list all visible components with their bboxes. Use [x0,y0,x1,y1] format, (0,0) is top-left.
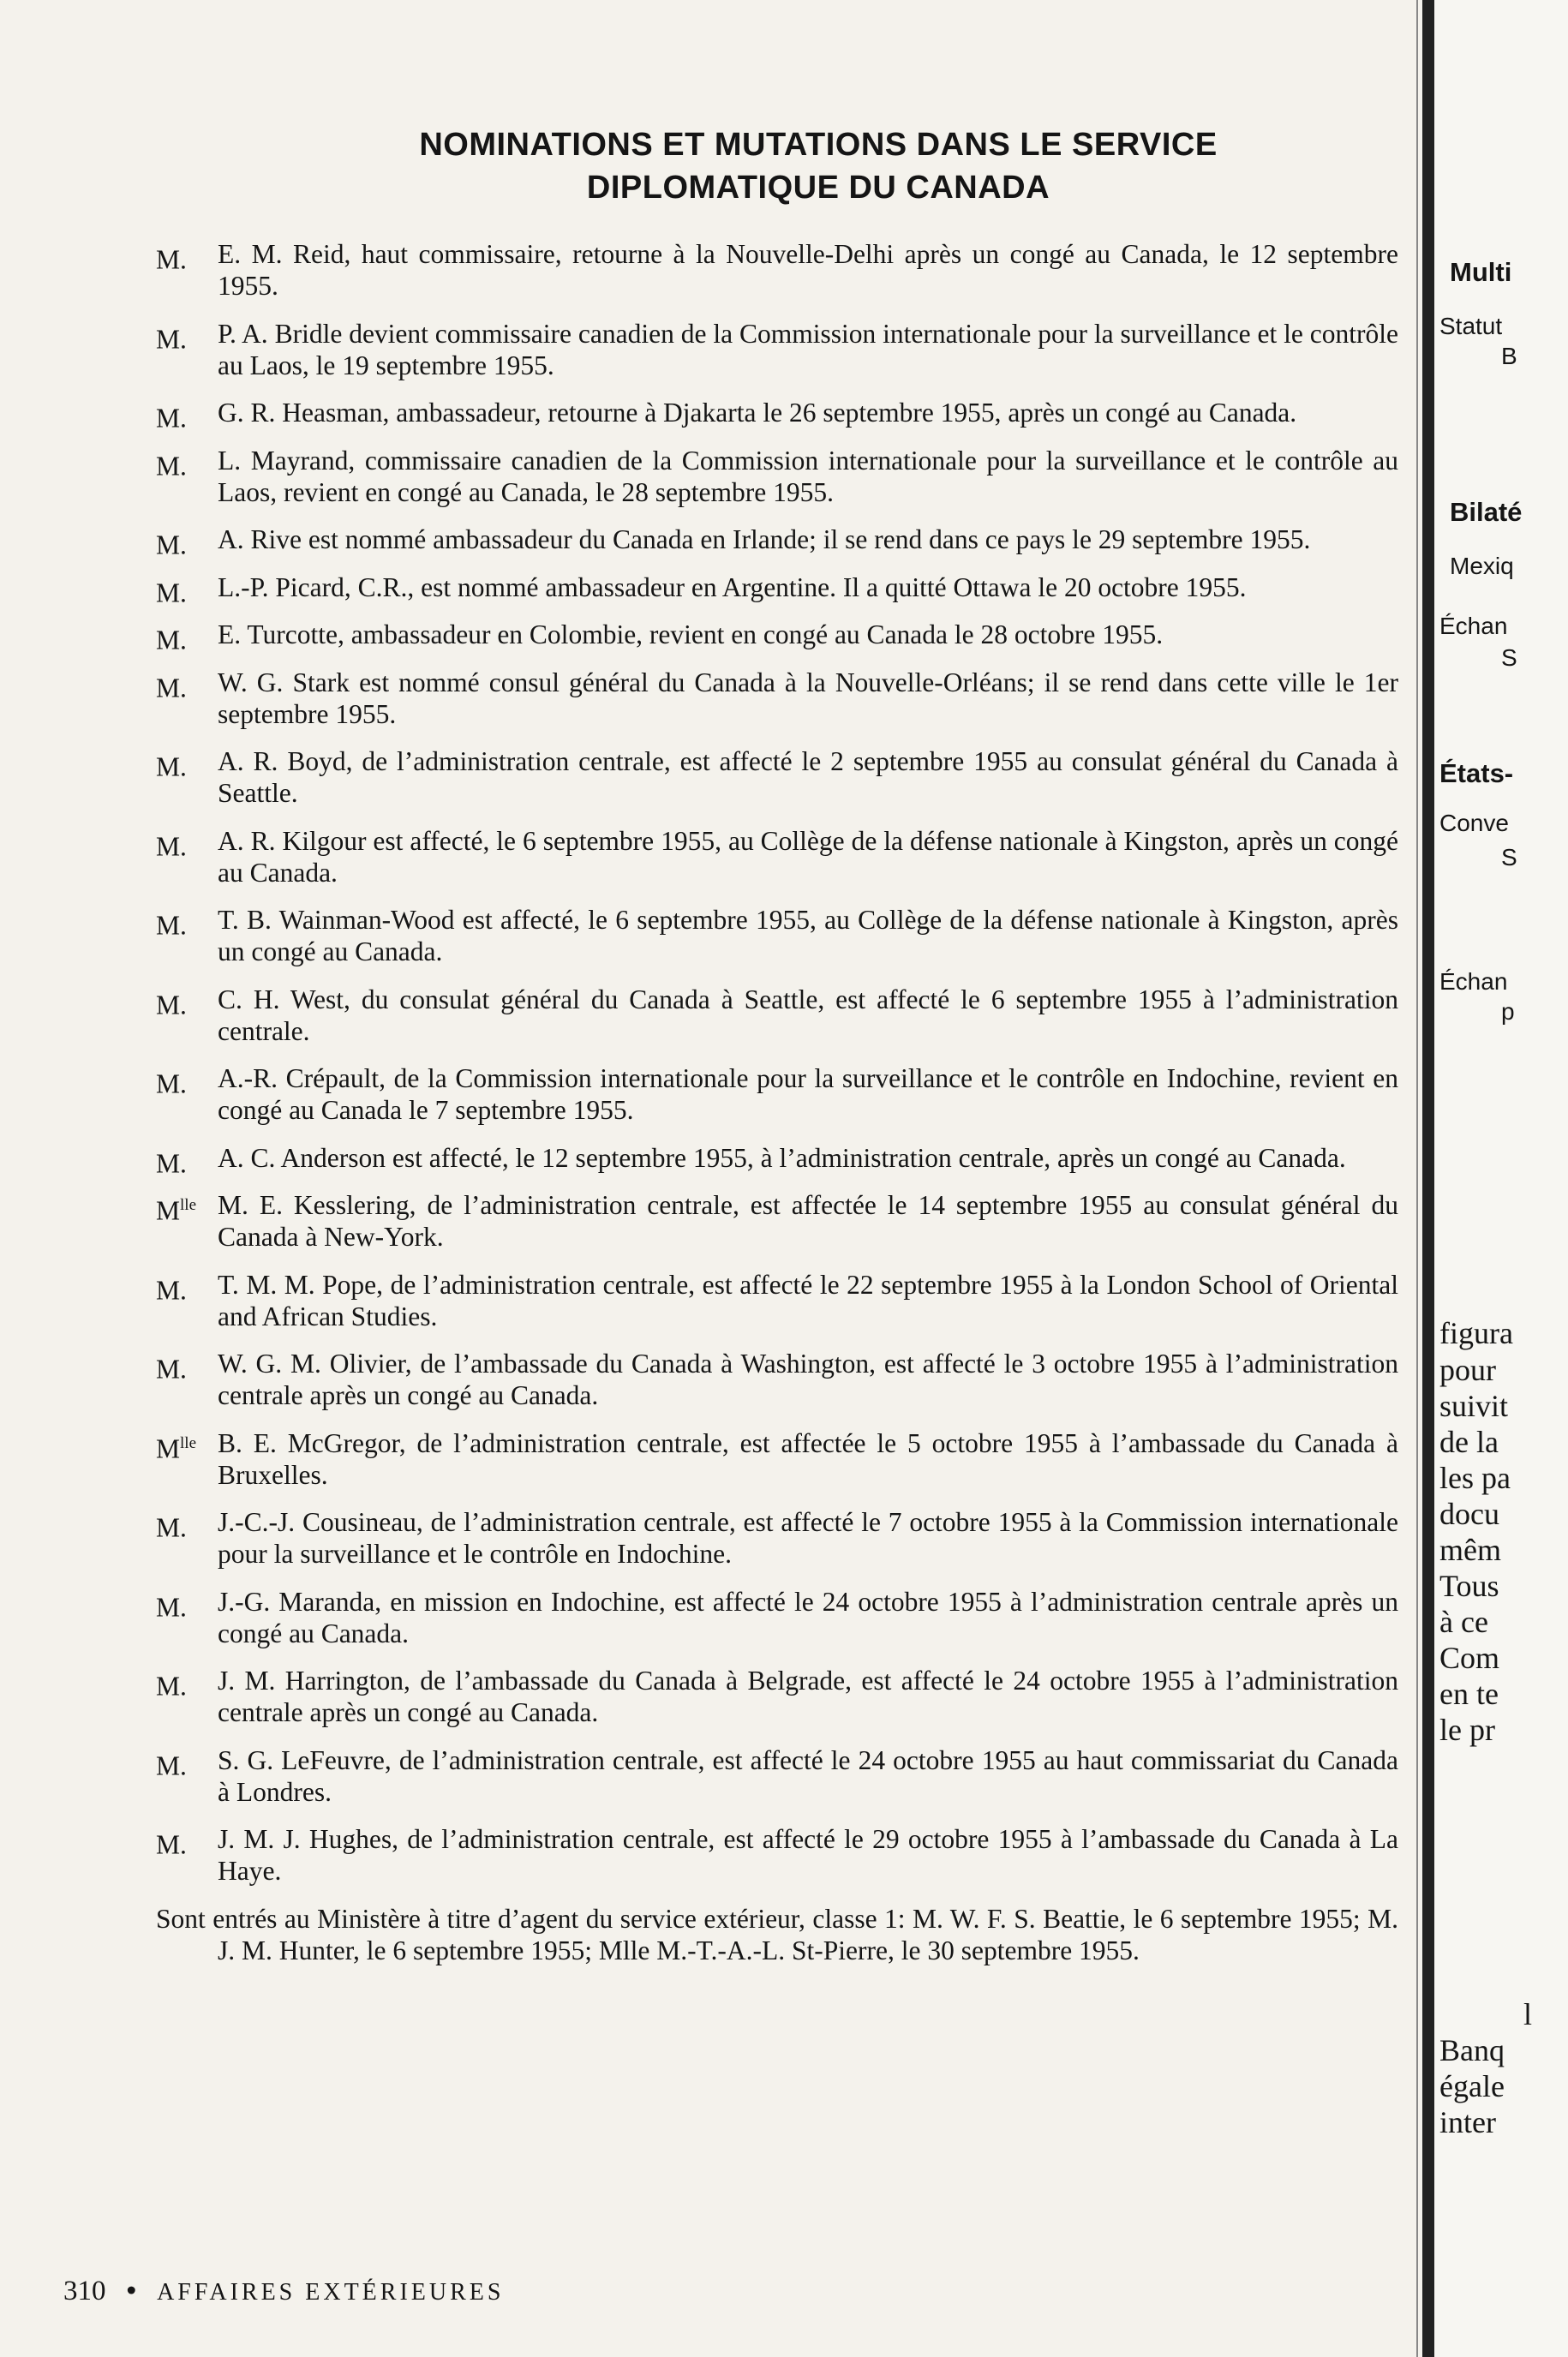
facing-page-text: égale [1439,2069,1505,2103]
facing-page-text: États- [1439,758,1514,788]
entry-text: T. M. M. Pope, de l’administration centrale, est affecté le 22 septembre 1955 à la London School of Oriental and African Studies. [218,1269,1398,1331]
appointment-entry [156,1506,1398,1570]
appointment-entry [156,445,1398,508]
entry-text: T. B. Wainman-Wood est affecté, le 6 septembre 1955, au Collège de la défense nationale à Kingston, après un congé au Canada. [218,905,1398,966]
facing-page-text: p [1501,998,1515,1025]
entry-title-prefix: M. [156,529,187,560]
page-number: 310 [63,2276,106,2306]
facing-page-text: l [1523,1997,1533,2031]
facing-page-text: Bilaté [1450,497,1523,527]
facing-page-text: S [1501,844,1517,870]
facing-page-text: docu [1439,1497,1499,1531]
entry-title-prefix: M. [156,1512,187,1543]
facing-page-text: mêm [1439,1533,1501,1567]
facing-page-text: Conve [1439,810,1509,836]
facing-page-text: S [1501,644,1517,671]
appointment-entry [156,1062,1398,1126]
page-gutter-divider [1422,0,1434,2357]
adjacent-page-fragment [1434,0,1568,2357]
facing-page-text: de la [1439,1425,1499,1459]
entry-title-prefix: M. [156,1671,187,1702]
facing-page-text: figura [1439,1316,1513,1350]
entry-text: J.-C.-J. Cousineau, de l’administration centrale, est affecté le 7 octobre 1955 à la Commission internationale pour la surveillance et le contrôle en Indochine. [218,1507,1398,1569]
entry-title-prefix: M. [156,1829,187,1860]
entry-title-prefix: M. [156,577,187,607]
entry-text: L. Mayrand, commissaire canadien de la Commission internationale pour la surveillance et le contrôle au Laos, revient en congé au Canada, le 28 septembre 1955. [218,445,1398,507]
appointment-entry [156,1665,1398,1728]
appointments-list [156,238,1398,1966]
entry-title-prefix: M. [156,1750,187,1780]
entry-title-prefix: M. [156,910,187,941]
entry-title-prefix: M. [156,403,187,434]
entry-text: B. E. McGregor, de l’administration centrale, est affectée le 5 octobre 1955 à l’ambassade du Canada à Bruxelles. [218,1427,1398,1490]
entry-title-prefix: M. [156,1592,187,1622]
facing-page-text: suivit [1439,1389,1509,1423]
entry-text: W. G. M. Olivier, de l’ambassade du Canada à Washington, est affecté le 3 octobre 1955 à l’administration centrale après un congé au Canada. [218,1349,1398,1410]
facing-page-text: Mexiq [1450,553,1514,579]
entry-title-prefix: M. [156,1354,187,1385]
entry-text: M. E. Kesslering, de l’administration centrale, est affectée le 14 septembre 1955 au consulat général du Canada à New-York. [218,1190,1398,1252]
facing-page-text: en te [1439,1677,1499,1711]
facing-page-text: Échan [1439,613,1508,639]
entry-text: E. M. Reid, haut commissaire, retourne à la Nouvelle-Delhi après un congé au Canada, le 12 septembre 1955. [218,239,1398,301]
appointment-entry [156,1142,1398,1178]
entry-title-prefix: M. [156,1148,187,1178]
appointment-entry [156,1586,1398,1649]
appointment-entry [156,523,1398,560]
facing-page-text: pour [1439,1353,1496,1387]
entry-text: J. M. J. Hughes, de l’administration centrale, est affecté le 29 octobre 1955 à l’ambassade du Canada à La Haye. [218,1824,1398,1886]
entry-title-prefix: M. [156,1275,187,1305]
entry-title-prefix: M. [156,451,187,481]
facing-page-text: Com [1439,1641,1500,1675]
appointment-entry [156,1269,1398,1332]
entry-title-prefix: $M^{lle}$ [156,1433,197,1463]
appointment-entry [156,745,1398,809]
entry-text: C. H. West, du consulat général du Canada à Seattle, est affecté le 6 septembre 1955 à l’administration centrale. [218,984,1398,1046]
facing-page-text: les pa [1439,1461,1511,1495]
appointment-entry [156,1189,1398,1253]
entry-title-prefix: $M^{lle}$ [156,1195,197,1226]
page-title [283,123,1354,209]
entry-text: J.-G. Maranda, en mission en Indochine, est affecté le 24 octobre 1955 à l’administration centrale après un congé au Canada. [218,1586,1398,1648]
entry-title-prefix: M. [156,244,187,275]
entry-title-prefix: M. [156,324,187,354]
footer-separator: • [126,2276,137,2306]
page-gutter-line [1416,0,1418,2357]
page-footer [63,2276,504,2307]
title-line-2: DIPLOMATIQUE DU CANADA [586,170,1050,206]
entry-title-prefix: M. [156,625,187,655]
entry-text: W. G. Stark est nommé consul général du Canada à la Nouvelle-Orléans; il se rend dans cette ville le 1er septembre 1955. [218,667,1398,729]
appointment-entry [156,318,1398,381]
appointment-entry [156,667,1398,730]
entry-title-prefix: M. [156,751,187,782]
appointment-entry [156,1744,1398,1808]
appointment-entry [156,619,1398,655]
facing-page-text: inter [1439,2105,1496,2139]
appointment-entry [156,1823,1398,1887]
entry-title-prefix: M. [156,990,187,1020]
appointment-entry [156,1427,1398,1491]
facing-page-text: Échan [1439,968,1508,995]
entry-text: E. Turcotte, ambassadeur en Colombie, revient en congé au Canada le 28 octobre 1955. [218,619,1164,649]
entry-text: A. R. Boyd, de l’administration centrale, est affecté le 2 septembre 1955 au consulat général du Canada à Seattle. [218,746,1398,808]
entry-text: A. Rive est nommé ambassadeur du Canada en Irlande; il se rend dans ce pays le 29 septembre 1955. [218,524,1311,554]
entry-text: A.-R. Crépault, de la Commission internationale pour la surveillance et le contrôle en Indochine, revient en congé au Canada le 7 septembre 1955. [218,1063,1398,1125]
new-officers-paragraph: Sont entrés au Ministère à titre d’agent du service extérieur, classe 1: M. W. F. S. Beattie, le 6 septembre 1955; M. J. M. Hunter, le 6 septembre 1955; Mlle M.-T.-A.-L. St-Pierre, le 30 septembre 1955. [156,1903,1398,1965]
appointment-entry [156,825,1398,888]
facing-page-text: Statut [1439,313,1503,339]
facing-page-text: B [1501,343,1517,369]
entry-text: A. C. Anderson est affecté, le 12 septembre 1955, à l’administration centrale, après un congé au Canada. [218,1142,1346,1173]
entry-title-prefix: M. [156,1068,187,1099]
title-line-1: NOMINATIONS ET MUTATIONS DANS LE SERVICE [419,127,1218,163]
entry-text: S. G. LeFeuvre, de l’administration centrale, est affecté le 24 octobre 1955 au haut commissariat du Canada à Londres. [218,1744,1398,1807]
entry-text: J. M. Harrington, de l’ambassade du Canada à Belgrade, est affecté le 24 octobre 1955 à l’administration centrale après un congé au Canada. [218,1666,1398,1727]
appointment-entry [156,904,1398,967]
facing-page-text: le pr [1439,1713,1495,1747]
entry-text: G. R. Heasman, ambassadeur, retourne à Djakarta le 26 septembre 1955, après un congé au Canada. [218,398,1297,428]
appointment-entry [156,238,1398,302]
entry-text: L.-P. Picard, C.R., est nommé ambassadeur en Argentine. Il a quitté Ottawa le 20 octobre 1955. [218,571,1247,602]
facing-page-text: Banq [1439,2033,1505,2067]
appointment-entry [156,397,1398,434]
journal-name: AFFAIRES EXTÉRIEURES [157,2279,505,2306]
appointment-entry [156,571,1398,607]
facing-page-text: Multi [1450,257,1512,287]
entry-title-prefix: M. [156,831,187,861]
entry-title-prefix: M. [156,673,187,703]
entry-text: A. R. Kilgour est affecté, le 6 septembre 1955, au Collège de la défense nationale à Kingston, après un congé au Canada. [218,825,1398,888]
facing-page-text: Tous [1439,1569,1499,1603]
appointment-entry [156,1348,1398,1411]
entry-text: P. A. Bridle devient commissaire canadien de la Commission internationale pour la surveillance et le contrôle au Laos, le 19 septembre 1955. [218,318,1398,380]
facing-page-text: à ce [1439,1605,1488,1639]
appointment-entry [156,984,1398,1047]
